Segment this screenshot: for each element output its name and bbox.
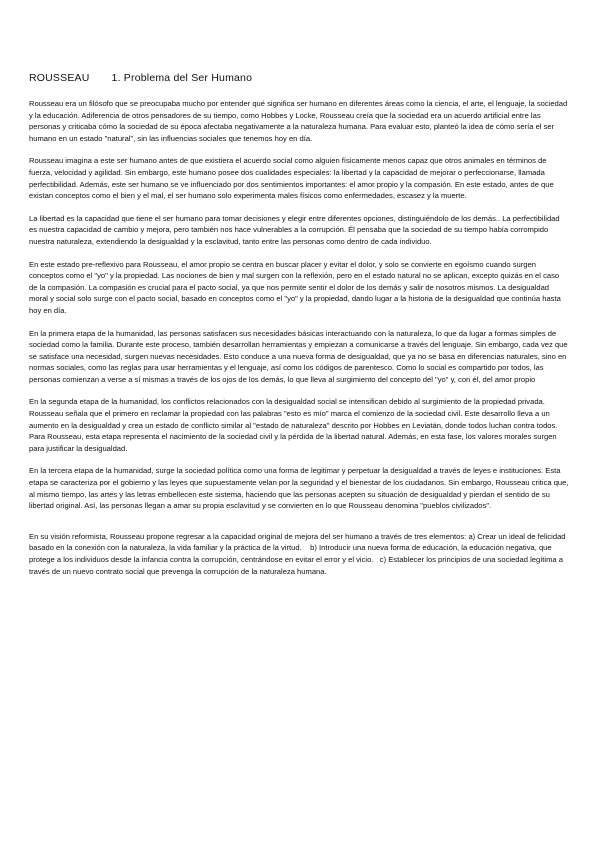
document-page	[29, 72, 569, 588]
paragraph: En este estado pre-reflexivo para Rousseau, el amor propio se centra en buscar placer y evitar el dolor, y solo se convierte en egoísmo cuando surgen conceptos como el "yo" y la propiedad. Las nociones de bien y mal surgen con la reflexión, pero en el estado natural no se aplican, excepto quizás en el caso de la compasión. La compasión es crucial para el pacto social, ya que nos permite sentir el dolor de los demás y salir de nosotros mismos. La desigualdad moral y social solo surge con el pacto social, basado en conceptos como el "yo" y la propiedad, dando lugar a la historia de la desigualdad que continúa hasta hoy en día.	[29, 259, 561, 315]
list-item-a: a) Crear un ideal de felicidad basado en la conexión con la naturaleza, la vida familiar y la práctica de la virtud.	[29, 531, 566, 553]
final-paragraph	[29, 531, 569, 577]
paragraph: En la segunda etapa de la humanidad, los conflictos relacionados con la desigualdad social se intensifican debido al surgimiento de la propiedad privada. Rousseau señala que el primero en reclamar la propiedad con las palabras "esto es mío" marca el comienzo de la sociedad civil. Este desarrollo lleva a un aumento en la desigualdad y crea un estado de conflicto similar al "estado de naturaleza" descrito por Hobbes en Leviatán, donde todos luchan contra todos. Para Rousseau, esta etapa representa el nacimiento de la sociedad civil y la pérdida de la libertad natural. Además, en esta fase, los valores morales surgen para justificar la desigualdad.	[29, 397, 558, 453]
paragraph: Rousseau imagina a este ser humano antes de que existiera el acuerdo social como alguien físicamente menos capaz que otros animales en términos de fuerza, velocidad y agilidad. Sin embargo, este humano posee dos cualidades especiales: la libertad y la capacidad de mejorar o perfeccionarse, llamada perfectibilidad. Además, este ser humano se ve influenciado por dos sentimientos importantes: el amor propio y la compasión. En este estado, antes de que existan conceptos como el bien y el mal, el ser humano solo experimenta males físicos como enfermedades, escasez y la muerte.	[29, 156, 554, 201]
section-title: 1. Problema del Ser Humano	[111, 72, 253, 84]
paragraph: En la primera etapa de la humanidad, las personas satisfacen sus necesidades básicas interactuando con la naturaleza, lo que da lugar a formas simples de sociedad como la familia. Durante este proceso, también desarrollan herramientas y empiezan a comunicarse a través del lenguaje. Sin embargo, cada vez que se satisface una necesidad, surgen nuevas necesidades. Esto conduce a una nueva forma de desigualdad, que ya no se basa en diferencias naturales, sino en normas sociales, como las reglas para usar herramientas y el lenguaje, así como los códigos de parentesco. Como lo social es compartido por todos, las personas comienzan a verse a sí mismas a través de los ojos de los demás, lo que lleva al surgimiento del concepto del "yo" y, con él, del amor propio	[29, 328, 568, 384]
list-item-b: b) Introducir una nueva forma de educación, la educación negativa, que protege a los individuos desde la infancia contra la corrupción, centrándose en evitar el error y el vicio.	[29, 543, 552, 564]
paragraph: La libertad es la capacidad que tiene el ser humano para tomar decisiones y elegir entre diferentes opciones, distinguiéndolo de los demás.. La perfectibilidad es nuestra capacidad de cambio y mejora, pero también nos hace vulnerables a la corrupción. Él pensaba que la sociedad de su tiempo había corrompido nuestra naturaleza, extendiendo la desigualdad y la esclavitud, tanto entre las personas como dentro de cada individuo.	[29, 213, 560, 246]
paragraph: Rousseau era un filósofo que se preocupaba mucho por entender qué significa ser humano en diferentes áreas como la ciencia, el arte, el lenguaje, la sociedad y la educación. Adiferencia de otros pensadores de su tiempo, como Hobbes y Locke, Rousseau creía que la sociedad era un acuerdo artificial entre las personas y criticaba cómo la sociedad de su época afectaba negativamente a la naturaleza humana. Para evaluar esto, planteó la idea de cómo sería el ser humano en un estado "natural", sin las influencias sociales que tenemos hoy en día.	[29, 99, 568, 143]
paragraph: En la tercera etapa de la humanidad, surge la sociedad política como una forma de legitimar y perpetuar la desigualdad a través de leyes e instituciones. Esta etapa se caracteriza por el gobierno y las leyes que supuestamente velan por la seguridad y el bienestar de los ciudadanos. Sin embargo, Rousseau critica que, al mismo tiempo, las artes y las letras embellecen este sistema, haciendo que las personas acepten su situación de desigualdad y pierdan el sentido de su libertad original. Así, las personas llegan a amar su propia esclavitud y se convierten en lo que Rousseau denomina "pueblos civilizados".	[29, 466, 569, 511]
author-heading: ROUSSEAU	[29, 72, 90, 84]
list-item-c: c) Establecer los principios de una sociedad legítima a través de un nuevo contrato social que prevenga la corrupción de la naturaleza humana.	[29, 555, 563, 576]
final-paragraph-intro: En su visión reformista, Rousseau propone regresar a la capacidad original de mejora del ser humano a través de tres elementos:	[29, 531, 467, 541]
document-header	[29, 72, 569, 84]
